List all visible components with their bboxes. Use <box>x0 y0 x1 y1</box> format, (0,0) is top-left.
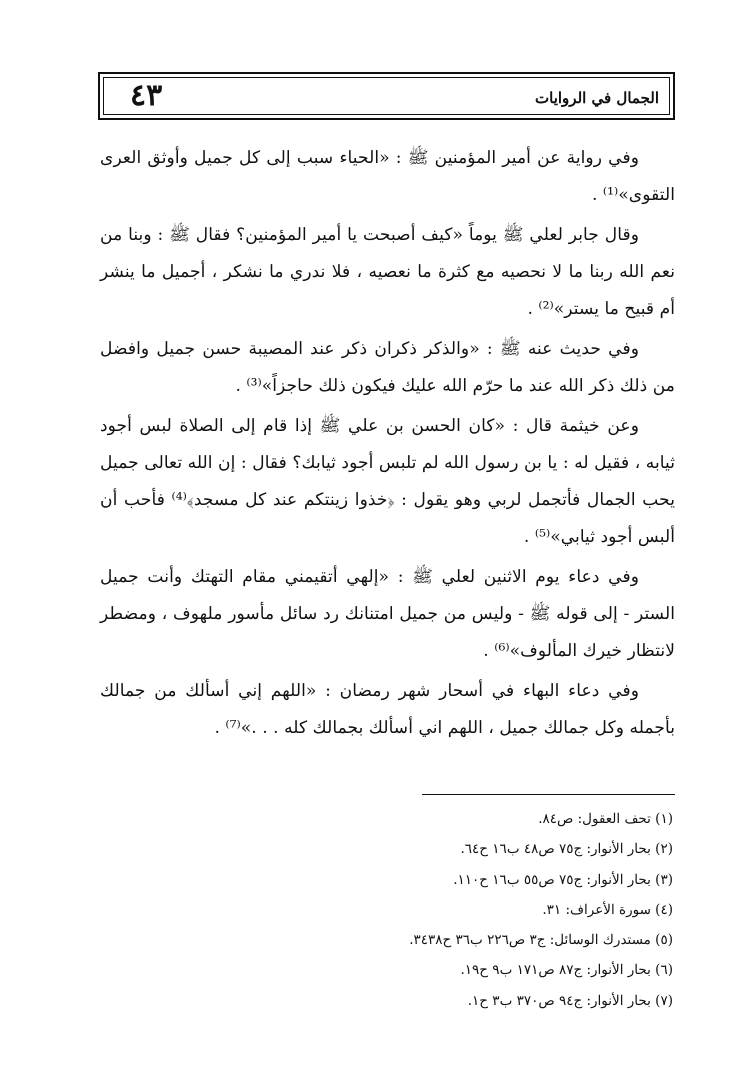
page-number: ٤٣ <box>130 78 163 113</box>
paragraph-4: وعن خيثمة قال : «كان الحسن بن علي ﷺ إذا قام إلى الصلاة لبس أجود ثيابه ، فقيل له : يا بن رسول الله لم تلبس أجود ثيابك؟ فقال : إن الله تعالى جميل يحب الجمال فأتجمل لربي وهو يقول : ﴿خذوا زينتكم عند كل مسجد﴾⁽⁴⁾ فأحب أن ألبس أجود ثيابي»⁽⁵⁾ . <box>100 416 675 547</box>
footnote-1: (١) تحف العقول: ص٨٤. <box>538 811 673 827</box>
footnote-7: (٧) بحار الأنوار: ج٩٤ ص٣٧٠ ب٣ ح١. <box>467 992 673 1009</box>
footnote-6: (٦) بحار الأنوار: ج٨٧ ص١٧١ ب٩ ح١٩. <box>460 962 673 979</box>
footnote-divider <box>422 794 675 795</box>
paragraph-1: وفي رواية عن أمير المؤمنين ﷺ : «الحياء سبب إلى كل جميل وأوثق العرى التقوى»⁽¹⁾ . <box>100 148 675 205</box>
paragraph-3: وفي حديث عنه ﷺ : «والذكر ذكران ذكر عند المصيبة حسن جميل وافضل من ذلك ذكر الله عند ما حرّم الله عليك فيكون ذلك حاجزاً»⁽³⁾ . <box>100 339 675 396</box>
footnote-4: (٤) سورة الأعراف: ٣١. <box>542 901 673 918</box>
running-title: الجمال في الروايات <box>535 89 659 107</box>
page-header <box>98 72 675 120</box>
footnote-5: (٥) مستدرك الوسائل: ج٣ ص٢٢٦ ب٣٦ ح٣٤٣٨. <box>409 932 673 949</box>
footnotes-list <box>100 804 675 1016</box>
paragraph-6: وفي دعاء البهاء في أسحار شهر رمضان : «اللهم إني أسألك من جمالك بأجمله وكل جمالك جميل ، اللهم اني أسألك بجمالك كله . . .»⁽⁷⁾ . <box>100 681 675 738</box>
footnote-3: (٣) بحار الأنوار: ج٧٥ ص٥٥ ب١٦ ح١١٠. <box>453 871 673 888</box>
paragraph-5: وفي دعاء يوم الاثنين لعلي ﷺ : «إلهي أتقيمني مقام التهتك وأنت جميل الستر - إلى قوله ﷺ - وليس من جميل امتنانك رد سائل مأسور ملهوف ، ومضطر لانتظار خيرك المألوف»⁽⁶⁾ . <box>100 567 675 661</box>
footnote-2: (٢) بحار الأنوار: ج٧٥ ص٤٨ ب١٦ ح٦٤. <box>460 841 673 858</box>
body-text <box>100 140 675 750</box>
paragraph-2: وقال جابر لعلي ﷺ يوماً «كيف أصبحت يا أمير المؤمنين؟ فقال ﷺ : وبنا من نعم الله ربنا ما لا نحصيه مع كثرة ما نعصيه ، فلا ندري ما نشكر ، أجميل ما ينشر أم قبيح ما يستر»⁽²⁾ . <box>100 225 675 319</box>
